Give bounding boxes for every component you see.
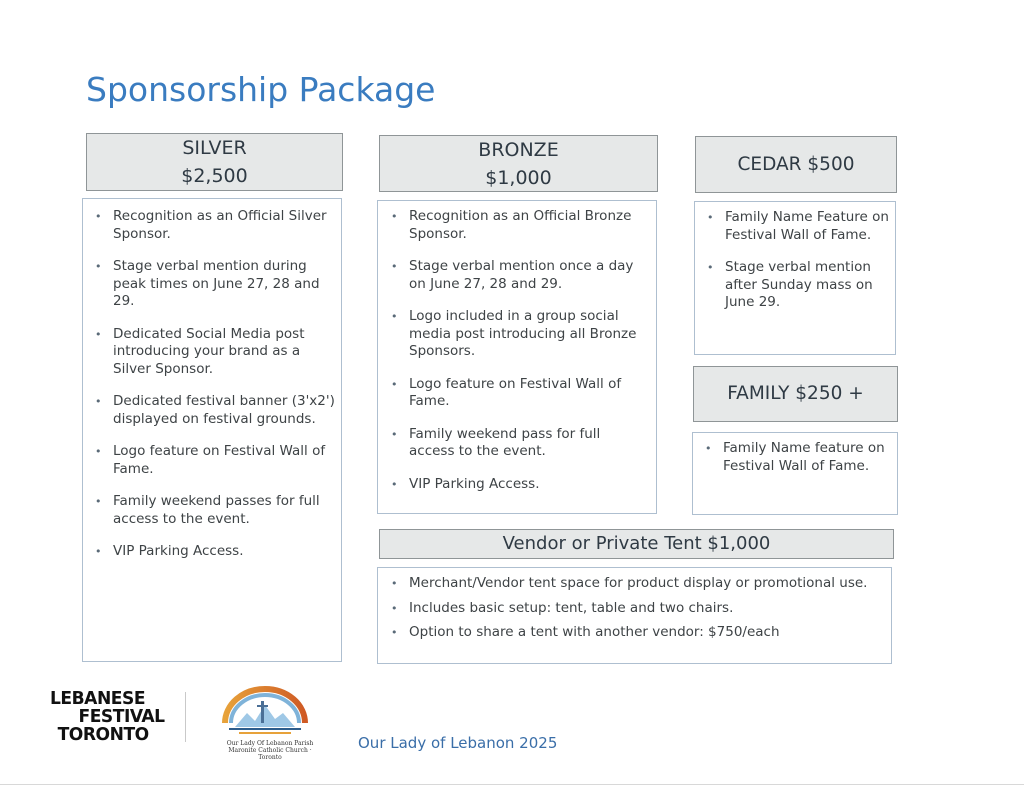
bronze-benefit-item: • Logo feature on Festival Wall of Fame. [387, 376, 650, 411]
family-tier-header [693, 366, 898, 422]
bronze-benefit-item: • VIP Parking Access. [387, 476, 650, 494]
silver-benefit-item: • Dedicated Social Media post introducing your brand as a Silver Sponsor. [91, 326, 335, 379]
parish-caption: Our Lady Of Lebanon Parish Maronite Catholic Church · Toronto [226, 740, 314, 761]
lebanese-festival-toronto-logo [50, 690, 168, 746]
bronze-tier-name: BRONZE [478, 138, 559, 161]
bronze-benefit-item: • Recognition as an Official Bronze Sponsor. [387, 208, 650, 243]
page-title: Sponsorship Package [86, 70, 436, 109]
bronze-benefit-item: • Family weekend pass for full access to the event. [387, 426, 650, 461]
silver-benefits-box [82, 198, 342, 662]
family-benefits-list [701, 440, 893, 475]
vendor-tier-header [379, 529, 894, 559]
silver-benefit-item: • Family weekend passes for full access to the event. [91, 493, 335, 528]
vendor-benefits-list [387, 575, 885, 642]
vendor-benefit-item: • Includes basic setup: tent, table and two chairs. [387, 600, 885, 618]
bronze-benefits-box [377, 200, 657, 514]
logo-line: TORONTO [57, 724, 149, 745]
cedar-benefit-item: • Stage verbal mention after Sunday mass on June 29. [703, 259, 891, 312]
silver-benefit-item: • Stage verbal mention during peak times on June 27, 28 and 29. [91, 258, 335, 311]
bronze-benefits-list [387, 208, 650, 493]
cedar-tier-header [695, 136, 897, 193]
cedar-benefits-box [694, 201, 896, 355]
logo-line: LEBANESE [50, 688, 146, 709]
silver-benefit-item: • VIP Parking Access. [91, 543, 335, 561]
silver-tier-name: SILVER [182, 137, 247, 159]
logo-divider [185, 692, 186, 742]
family-benefit-item: • Family Name feature on Festival Wall of Fame. [701, 440, 893, 475]
family-tier-title: FAMILY $250 + [727, 383, 864, 404]
silver-benefits-list [91, 208, 335, 561]
silver-benefit-item: • Recognition as an Official Silver Sponsor. [91, 208, 335, 243]
silver-benefit-item: • Logo feature on Festival Wall of Fame. [91, 443, 335, 478]
vendor-benefit-item: • Option to share a tent with another vendor: $750/each [387, 624, 885, 642]
footer-text: Our Lady of Lebanon 2025 [358, 734, 558, 752]
silver-tier-header [86, 133, 343, 191]
vendor-benefit-item: • Merchant/Vendor tent space for product display or promotional use. [387, 575, 885, 593]
bottom-rule [0, 784, 1024, 785]
bronze-benefit-item: • Logo included in a group social media post introducing all Bronze Sponsors. [387, 308, 650, 361]
silver-benefit-item: • Dedicated festival banner (3'x2') displayed on festival grounds. [91, 393, 335, 428]
cedar-benefit-item: • Family Name Feature on Festival Wall of Fame. [703, 209, 891, 244]
cedar-tier-title: CEDAR $500 [737, 153, 855, 175]
vendor-tier-title: Vendor or Private Tent $1,000 [502, 533, 771, 554]
vendor-benefits-box [377, 567, 892, 664]
bronze-tier-header [379, 135, 658, 192]
silver-tier-price: $2,500 [181, 165, 248, 187]
bronze-benefit-item: • Stage verbal mention once a day on June 27, 28 and 29. [387, 258, 650, 293]
cedar-benefits-list [703, 209, 891, 312]
logo-line: FESTIVAL [78, 706, 165, 727]
family-benefits-box [692, 432, 898, 515]
bronze-tier-price: $1,000 [485, 166, 552, 189]
